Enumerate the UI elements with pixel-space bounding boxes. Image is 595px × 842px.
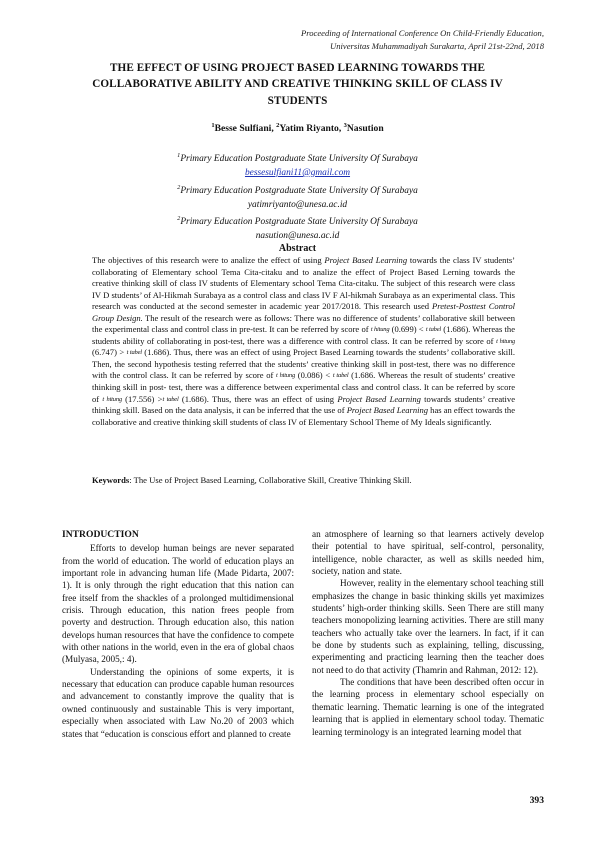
intro-paragraph-4: However, reality in the elementary school teaching still emphasizes the change in basic thinking skills yet maximizes students’ high-order thinking skills. Seen There are still many teachers monopolizing learning activities. There are still many teachers who actually take over the learners. In fact, if it can be done by students such as explaining, telling, discussing, experimenting and practicing learning then the teacher does not need to do that activity (Thamrin and Rahman, 2012: 12). — [312, 578, 544, 675]
abstract-text: (1.686). Whereas the students ability of collaborating in post-test, there was a difference with control class. It can be referred by score of — [92, 324, 515, 346]
abstract-text: towards the class IV students’ collaborating of Elementary school Tema Cita-citaku and to analize the effect of Project Based Lerning towards the creative thinking skill of class IV students of Elementary school Tema Cita-citaku. The subject of this research were class IV D students’ of Al-Hikmah Surabaya as a control class and class IV F Al-hikmah Surabaya as an experimental class. This research was conducted at the second semester in academic year 2017/2018. This research used — [92, 255, 515, 312]
t-hitung-symbol: t hitung — [276, 372, 296, 380]
abstract-text: The objectives of this research were to analize the effect of using — [92, 255, 325, 265]
t-tabel-symbol: t tabel — [425, 326, 442, 334]
running-header-line-1: Proceeding of International Conference On Child-Friendly Education, — [300, 28, 544, 38]
t-tabel-symbol: t tabel — [332, 372, 349, 380]
abstract-term-pbl: Project Based Learning — [324, 255, 408, 265]
abstract-heading: Abstract — [278, 243, 317, 254]
abstract-text: has an effect towards the collaborative and creative thinking skill students of class IV of Elementary School Theme of My Ideals significantly. — [92, 405, 515, 427]
author-list — [62, 122, 533, 134]
abstract-text: The result of the research were as follows: There was no difference of students’ collaborative skill between the experimental class and control class in pre-test. It can be referred by score of — [92, 312, 515, 335]
abstract-text: (6.747) > — [92, 347, 127, 358]
author-2-name: Yatim Riyanto, — [279, 123, 344, 135]
paper-title: THE EFFECT OF USING PROJECT BASED LEARNING TOWARDS THE COLLABORATIVE ABILITY AND CREATIVE THINKING SKILL OF CLASS IV STUDENTS — [92, 62, 503, 107]
keywords-line — [92, 475, 515, 485]
affiliation-3-institution: Primary Education Postgraduate State University Of Surabaya — [180, 217, 418, 228]
affiliation-3 — [62, 212, 533, 230]
abstract-term-pbl: Project Based Learning — [337, 393, 421, 404]
keywords-text: : The Use of Project Based Learning, Collaborative Skill, Creative Thinking Skill. — [129, 475, 412, 485]
author-3-sup: 3 — [343, 122, 347, 129]
affiliation-3-sup: 2 — [177, 215, 181, 223]
abstract-paragraph — [92, 255, 515, 428]
keywords-label: Keywords — [92, 475, 130, 485]
affiliation-1-sup: 1 — [177, 152, 181, 159]
intro-paragraph-5: The conditions that have been described often occur in the learning process in elementary school especially on thematic learning. Thematic learning is one of the integrated learning that is applied in elementary school today. Thematic learning terminology is an integrated learning model that — [312, 677, 544, 737]
abstract-term-pbl: Project Based Learning — [346, 405, 429, 416]
author-2-sup: 2 — [276, 122, 280, 129]
intro-paragraph-1: Efforts to develop human beings are never separated from the world of education. The world of education plays an important role in advancing human life (Made Pidarta, 2007: 1). It is only through the right education that this nation can free itself from the shackles of a prolonged multidimensional crisis. Through education, this nation frees people from poverty and destruction. Through education also, this nation develops human resources that have the confidence to compete with other nations in the world, even in the era of global chaos (Mulyasa, 2005,: 4). — [62, 543, 294, 665]
running-header-line-2: Universitas Muhammadiyah Surakarta, April 21st-22nd, 2018 — [330, 40, 544, 51]
abstract-body — [92, 255, 515, 428]
page-number: 393 — [529, 795, 544, 806]
abstract-text: (1.686). Thus, there was an effect of using — [178, 393, 338, 404]
author-3-email: nasution@unesa.ac.id — [255, 231, 340, 242]
affiliation-list — [62, 149, 533, 244]
author-1-email-link[interactable]: bessesulfiani11@gmail.com — [244, 167, 351, 178]
t-tabel-symbol: t tabel — [162, 395, 179, 403]
abstract-text: (0.086) < — [295, 370, 333, 381]
affiliation-1-institution: Primary Education Postgraduate State University Of Surabaya — [180, 154, 418, 165]
t-hitung-symbol: t hitung — [370, 326, 390, 334]
affiliation-2-sup: 2 — [177, 183, 181, 191]
affiliation-2 — [62, 181, 533, 199]
author-1-sup: 1 — [211, 122, 215, 129]
intro-paragraph-3: an atmosphere of learning so that learners actively develop their potential to have spiritual, self-control, personality, intelligence, noble character, as well as skills needed him, society, nation and state. — [312, 529, 544, 577]
t-tabel-symbol: t tabel — [126, 349, 142, 357]
author-3-name: Nasution — [346, 123, 384, 135]
abstract-text: (1.686). Thus, there was an effect of using Project Based Learning towards the students’ collaborative skill. Then, the second hypothesis testing referred that the students’ creative thinking skill in post-test, there was no difference with the control class. It can be referred by score of — [92, 347, 515, 381]
abstract-term-design: Pretest-Posttest Control Group Design. — [92, 301, 516, 323]
running-header — [301, 27, 544, 52]
t-hitung-symbol: t hitung — [496, 337, 515, 345]
affiliation-1 — [62, 149, 533, 167]
t-hitung-symbol: t hitung — [102, 395, 122, 403]
abstract-text: (17.556) > — [121, 393, 163, 404]
author-1-name: Besse Sulfiani, — [214, 123, 277, 135]
abstract-text: towards students’ creative thinking skill. Based on the data analysis, it can be inferred that the use of — [92, 393, 515, 416]
introduction-heading: INTRODUCTION — [62, 529, 139, 540]
right-column — [312, 528, 544, 738]
intro-paragraph-2: Understanding the opinions of some experts, it is necessary that education can produce capable human resources and advancement to constantly improve the quality that is owned continuously and sustainable This is very important, especially when associated with Law No.20 of 2003 which states that “education is conscious effort and planned to create — [62, 666, 294, 739]
author-2-email: yatimriyanto@unesa.ac.id — [247, 199, 348, 210]
abstract-text: (1.686. Whereas the result of students’ creative thinking skill in post- test, there was a difference between experimental class and control class. It can be referred by score of — [92, 370, 515, 404]
left-column — [62, 529, 294, 740]
affiliation-2-institution: Primary Education Postgraduate State University Of Surabaya — [180, 185, 418, 196]
abstract-text: (0.699) < — [389, 324, 426, 335]
